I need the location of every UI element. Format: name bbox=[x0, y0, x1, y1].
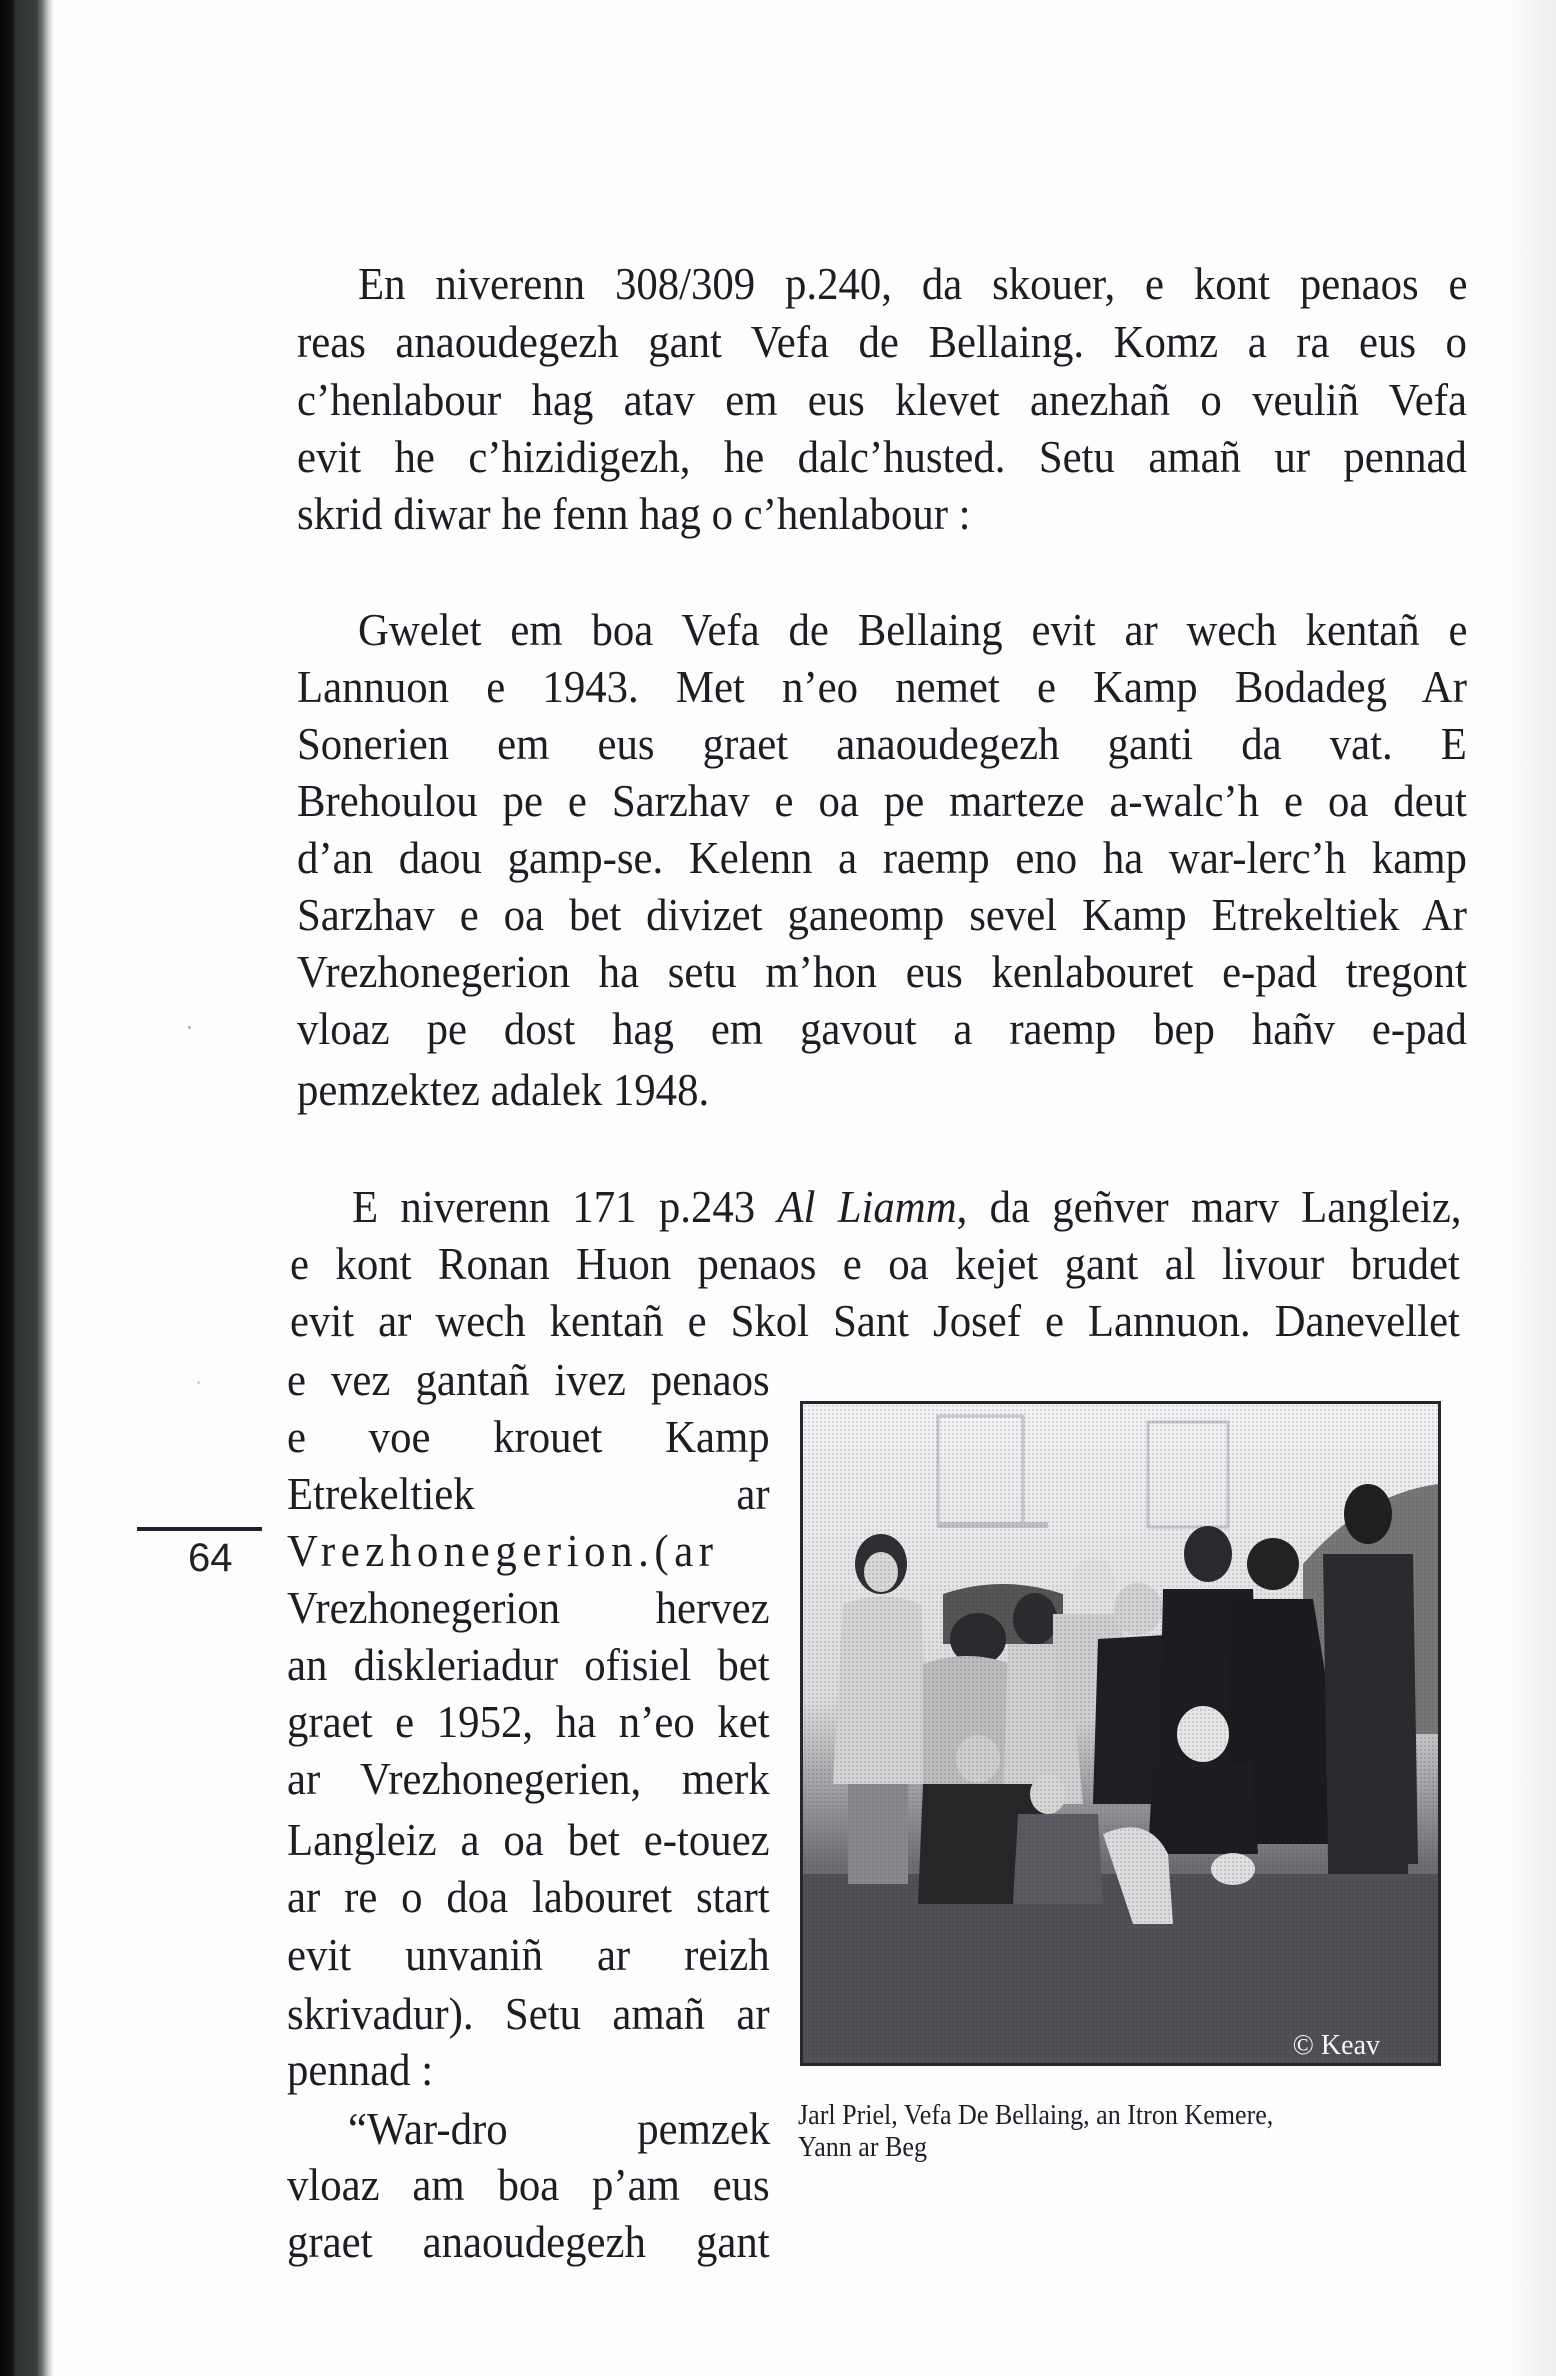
text-line: Gwelet em boa Vefa de Bellaing evit ar wech kentañ e bbox=[358, 604, 1468, 655]
page-number-rule bbox=[137, 1527, 262, 1531]
text-line: pemzektez adalek 1948. bbox=[297, 1064, 710, 1115]
text-line: evit unvaniñ ar reizh bbox=[287, 1929, 770, 1980]
text-line: Sarzhav e oa bet divizet ganeomp sevel Kamp Etrekeltiek Ar bbox=[297, 889, 1467, 940]
text-line: ar re o doa labouret start bbox=[287, 1871, 770, 1922]
text-run: E niverenn 171 p.243 bbox=[352, 1181, 778, 1232]
text-line: evit he c’hizidigezh, he dalc’husted. Setu amañ ur pennad bbox=[297, 431, 1467, 482]
text-line: Etrekeltiek ar bbox=[287, 1468, 770, 1519]
text-line: an diskleriadur ofisiel bet bbox=[287, 1639, 770, 1690]
photo-credit: © Keav bbox=[1292, 2030, 1380, 2061]
photo-caption bbox=[798, 2100, 1393, 2164]
caption-line: Jarl Priel, Vefa De Bellaing, an Itron Kemere, bbox=[798, 2100, 1274, 2131]
scan-speck bbox=[197, 1381, 200, 1384]
text-line: e voe krouet Kamp bbox=[287, 1411, 770, 1462]
text-line: vloaz am boa p’am eus bbox=[287, 2159, 770, 2210]
text-line: graet e 1952, ha n’eo ket bbox=[287, 1696, 770, 1747]
page-number: 64 bbox=[188, 1536, 233, 1580]
text-line: vloaz pe dost hag em gavout a raemp bep hañv e-pad bbox=[297, 1003, 1467, 1054]
text-line: e vez gantañ ivez penaos bbox=[287, 1354, 770, 1405]
text-run: , da geñver marv Langleiz, bbox=[956, 1181, 1462, 1232]
text-line: graet anaoudegezh gant bbox=[287, 2216, 770, 2267]
text-line: Vrezhonegerion ha setu m’hon eus kenlabouret e-pad tregont bbox=[297, 946, 1467, 997]
text-line: En niverenn 308/309 p.240, da skouer, e kont penaos e bbox=[358, 258, 1468, 309]
text-line: reas anaoudegezh gant Vefa de Bellaing. Komz a ra eus o bbox=[297, 316, 1467, 367]
text-line: Vrezhonegerion.(ar bbox=[287, 1525, 719, 1576]
photo-illustration bbox=[803, 1404, 1438, 2063]
page-edge-shadow bbox=[1506, 0, 1556, 2376]
text-line bbox=[352, 1178, 1461, 1235]
text-line: Sonerien em eus graet anaoudegezh ganti da vat. E bbox=[297, 718, 1467, 769]
journal-title: Al Liamm bbox=[777, 1181, 957, 1232]
text-line: “War-dro pemzek bbox=[348, 2103, 771, 2154]
text-line: evit ar wech kentañ e Skol Sant Josef e Lannuon. Danevellet bbox=[290, 1295, 1460, 1346]
text-line: pennad : bbox=[287, 2044, 434, 2095]
text-line: Vrezhonegerion hervez bbox=[287, 1582, 770, 1633]
text-line: e kont Ronan Huon penaos e oa kejet gant al livour brudet bbox=[290, 1238, 1460, 1289]
text-line: ar Vrezhonegerien, merk bbox=[287, 1753, 770, 1804]
scan-speck bbox=[188, 1026, 191, 1029]
text-line: d’an daou gamp-se. Kelenn a raemp eno ha war-lerc’h kamp bbox=[297, 832, 1467, 883]
caption-line: Yann ar Beg bbox=[798, 2132, 927, 2163]
text-line: skrivadur). Setu amañ ar bbox=[287, 1988, 770, 2039]
text-line: c’henlabour hag atav em eus klevet anezhañ o veuliñ Vefa bbox=[297, 374, 1467, 425]
text-line: Lannuon e 1943. Met n’eo nemet e Kamp Bodadeg Ar bbox=[297, 661, 1467, 712]
text-line: Brehoulou pe e Sarzhav e oa pe marteze a-walc’h e oa deut bbox=[297, 775, 1467, 826]
group-photo bbox=[800, 1401, 1441, 2066]
book-binding-shadow bbox=[0, 0, 54, 2376]
text-line: Langleiz a oa bet e-touez bbox=[287, 1814, 770, 1865]
text-line: skrid diwar he fenn hag o c’henlabour : bbox=[297, 488, 971, 539]
